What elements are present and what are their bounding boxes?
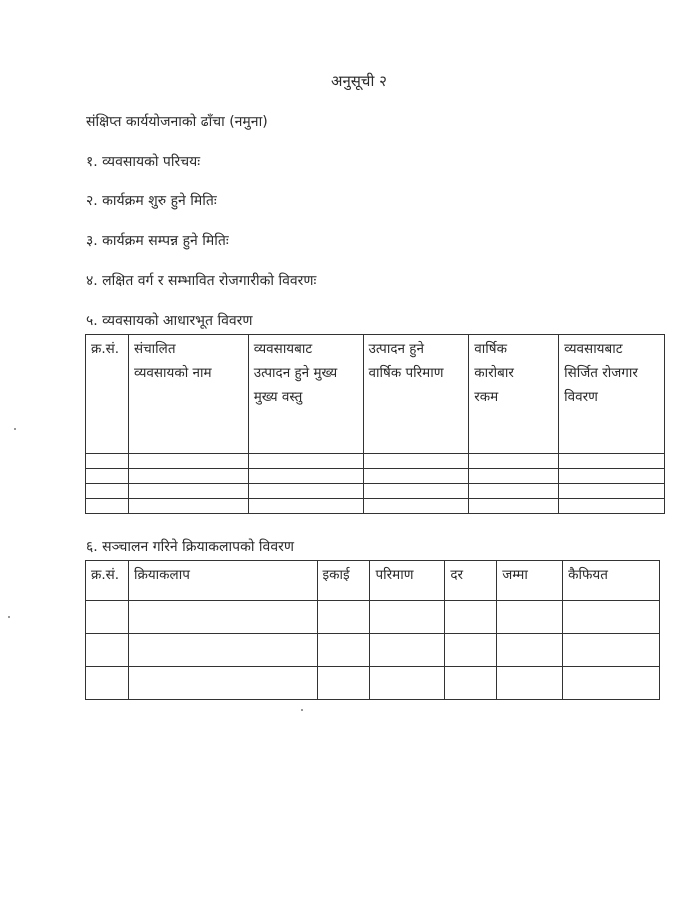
item-3: ३. कार्यक्रम सम्पन्न हुने मितिः [86, 233, 229, 249]
scan-speck [8, 616, 10, 618]
table-row [86, 499, 665, 514]
item-1: १. व्यवसायको परिचयः [86, 154, 201, 170]
header-cell: व्यवसायबाट उत्पादन हुने मुख्य मुख्य वस्तु [248, 335, 363, 454]
header-cell: उत्पादन हुने वार्षिक परिमाण [363, 335, 469, 454]
header-cell: इकाई [317, 561, 370, 601]
business-details-table [85, 334, 665, 514]
activities-table [85, 560, 660, 700]
table-row [86, 601, 660, 634]
header-cell: क्रियाकलाप [128, 561, 317, 601]
header-cell: वार्षिक कारोबार रकम [469, 335, 559, 454]
form-subtitle: संक्षिप्त कार्ययोजनाको ढाँचा (नमुना) [86, 114, 268, 130]
table-header-row [86, 335, 665, 454]
item-2: २. कार्यक्रम शुरु हुने मितिः [86, 193, 217, 209]
table-row [86, 634, 660, 667]
table-row [86, 484, 665, 499]
scan-speck [301, 709, 303, 711]
header-cell: संचालित व्यवसायको नाम [128, 335, 248, 454]
header-cell: जम्मा [497, 561, 563, 601]
header-cell: क्र.सं. [86, 561, 129, 601]
table-row [86, 454, 665, 469]
header-cell: परिमाण [370, 561, 445, 601]
header-cell: क्र.सं. [86, 335, 129, 454]
item-4: ४. लक्षित वर्ग र सम्भावित रोजगारीको विवरणः [86, 273, 317, 289]
section-6-heading: ६. सञ्चालन गरिने क्रियाकलापको विवरण [86, 539, 294, 555]
section-5-heading: ५. व्यवसायको आधारभूत विवरण [86, 313, 253, 329]
header-cell: कैफियत [563, 561, 660, 601]
table-row [86, 469, 665, 484]
scan-speck [14, 428, 16, 430]
header-cell: दर [445, 561, 497, 601]
table-row [86, 667, 660, 700]
table-header-row [86, 561, 660, 601]
page-title: अनुसूची २ [331, 72, 387, 90]
header-cell: व्यवसायबाट सिर्जित रोजगार विवरण [559, 335, 665, 454]
